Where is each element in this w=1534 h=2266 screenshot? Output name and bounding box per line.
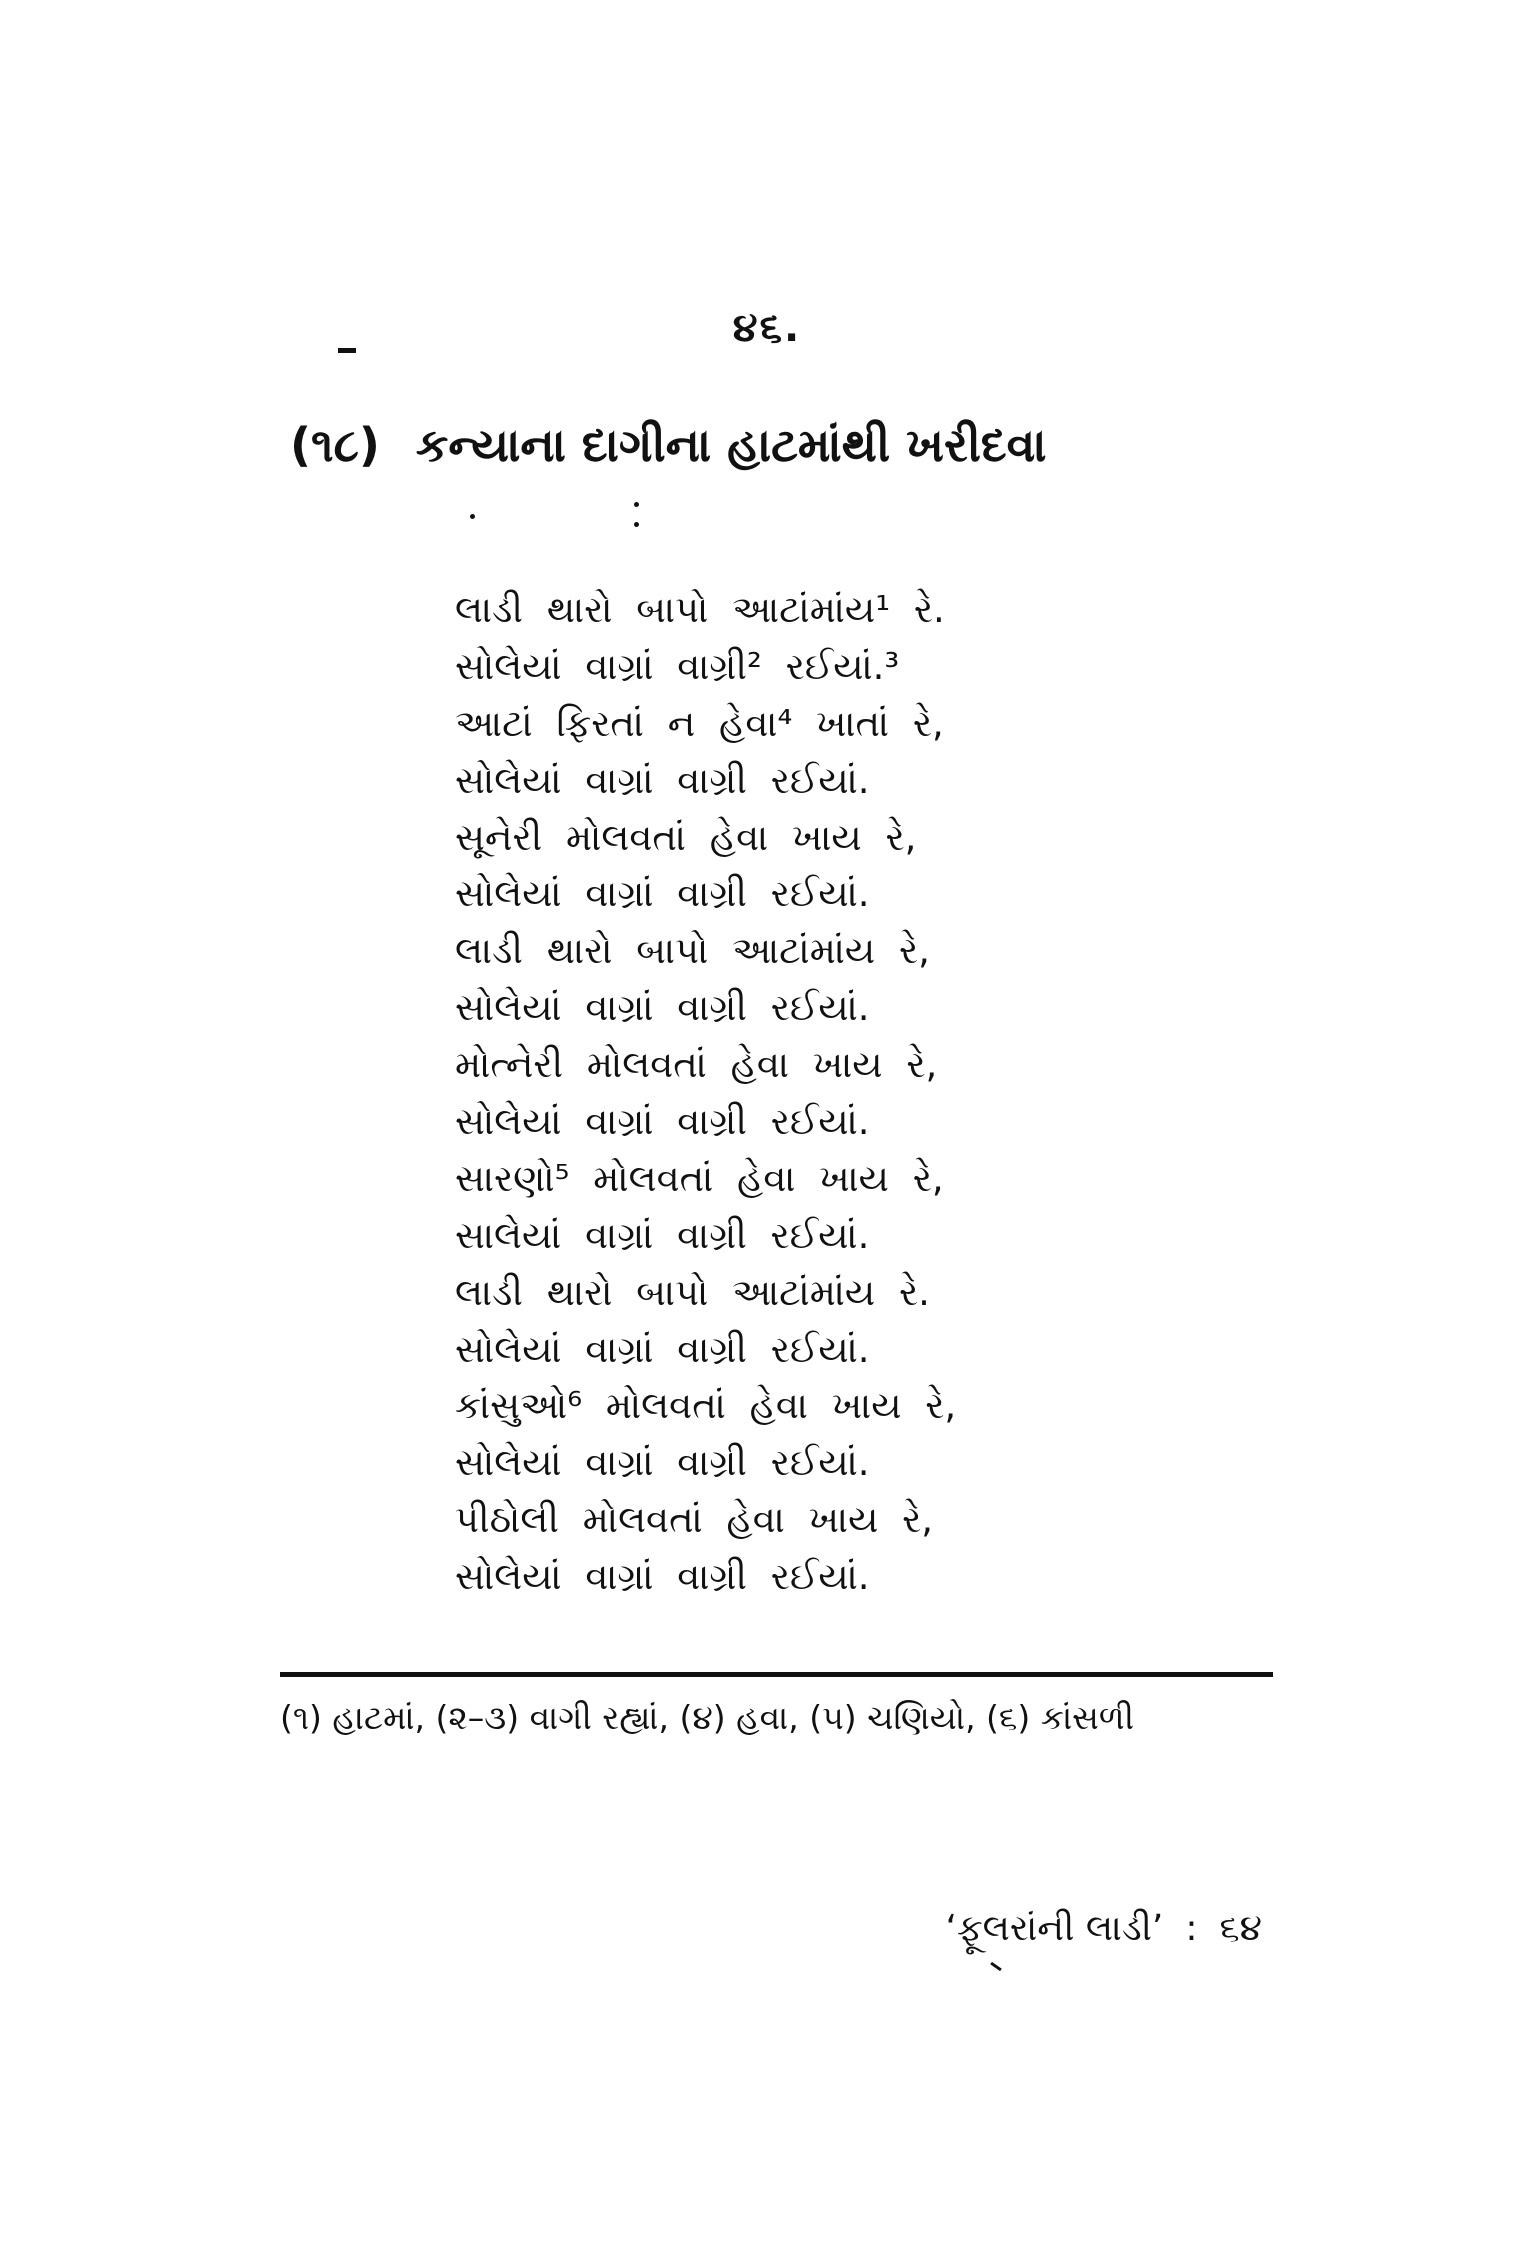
footer-page-ref: ૬૪	[1219, 1908, 1262, 1949]
print-tick-mark	[990, 1962, 1002, 1971]
poem-line: લાડી થારો બાપો આટાંમાંય રે,	[455, 929, 930, 973]
poem-line: કાંસુઓ⁶ મોલવતાં હેવા ખાય રે,	[455, 1384, 957, 1428]
poem-line: સોલેયાં વાગ્રાં વાગ્રી રઈયાં.	[455, 1100, 870, 1144]
poem-line: સોલેયાં વાગ્રાં વાગ્રી રઈયાં.	[455, 986, 870, 1030]
footer-book-title: ‘ફૂલરાંની લાડી’	[945, 1908, 1164, 1949]
poem-line: સૂનેરી મોલવતાં હેવા ખાય રે,	[455, 815, 917, 859]
poem-line: આટાં ફિરતાં ન હેવા⁴ ખાતાં રે,	[455, 701, 944, 745]
page-number: ૪૬.	[732, 305, 802, 351]
poem-line: સોલેયાં વાગ્રાં વાગ્રી² રઈયાં.³	[455, 644, 900, 688]
song-heading	[290, 418, 1270, 474]
poem-line: મોત્નેરી મોલવતાં હેવા ખાય રે,	[455, 1043, 938, 1087]
poem-line: સોલેયાં વાગ્રાં વાગ્રી રઈયાં.	[455, 1441, 870, 1485]
print-specks	[466, 500, 646, 530]
song-title: કન્યાના દાગીના હાટમાંથી ખરીદવા	[415, 418, 1047, 472]
poem-line: સોલેયાં વાગ્રાં વાગ્રી રઈયાં.	[455, 872, 870, 916]
footnotes: (૧) હાટમાં, (૨–૩) વાગી રહ્યાં, (૪) હવા, (૫) ચણિયો, (૬) કાંસળી	[280, 1698, 1135, 1737]
poem-line: લાડી થારો બાપો આટાંમાંય¹ રે.	[455, 588, 945, 631]
poem-lines	[455, 582, 1055, 1606]
footnote-divider	[280, 1672, 1273, 1677]
poem-line: સોલેયાં વાગ્રાં વાગ્રી રઈયાં.	[455, 758, 870, 802]
poem-line: સોલેયાં વાગ્રાં વાગ્રી રઈયાં.	[455, 1327, 870, 1371]
poem-line: પીઠોલી મોલવતાં હેવા ખાય રે,	[455, 1498, 934, 1542]
footer-separator: :	[1185, 1908, 1198, 1949]
poem-line: લાડી થારો બાપો આટાંમાંય રે.	[455, 1270, 930, 1314]
page-footer	[945, 1908, 1262, 1950]
poem-line: સોલેયાં વાગ્રાં વાગ્રી રઈયાં.	[455, 1555, 870, 1599]
poem-line: સારણો⁵ મોલવતાં હેવા ખાય રે,	[455, 1156, 944, 1200]
poem-line: સાલેયાં વાગ્રાં વાગ્રી રઈયાં.	[455, 1213, 870, 1257]
song-number: (૧૮)	[290, 418, 380, 472]
